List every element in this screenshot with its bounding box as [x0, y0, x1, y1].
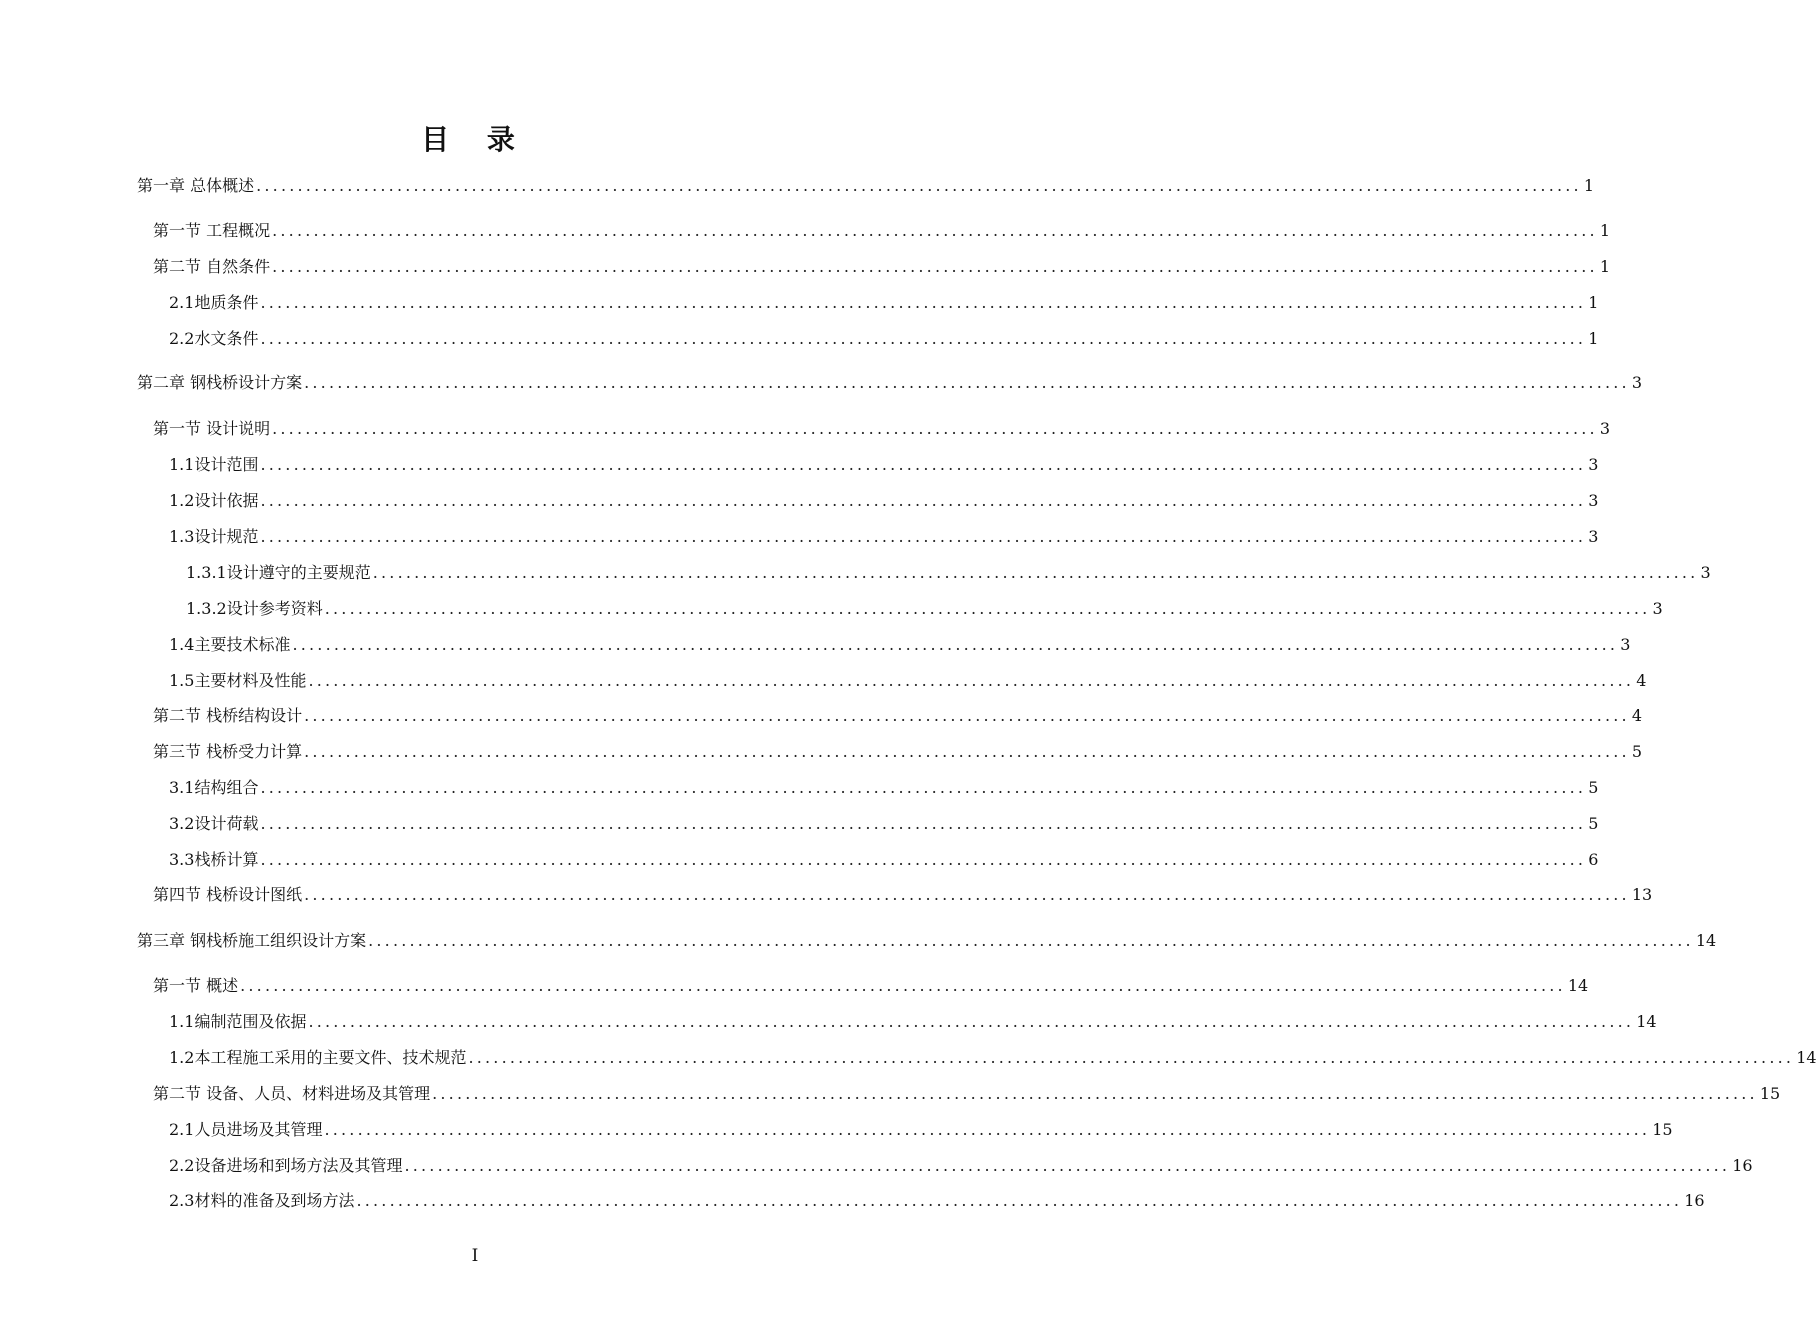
toc-entry-page: 14 [1636, 1012, 1657, 1031]
toc-entry[interactable] [169, 1190, 1705, 1212]
toc-leader-dots: ................................................................................................................................................................ [432, 1084, 1758, 1103]
page-title: 目 录 [421, 123, 529, 156]
toc-leader-dots: ................................................................................................................................................................ [324, 1120, 1651, 1139]
toc-entry-label: 1.3.2设计参考资料 [186, 599, 323, 618]
toc-entry-page: 5 [1588, 778, 1599, 797]
toc-entry[interactable] [169, 328, 1599, 350]
toc-entry[interactable] [169, 813, 1599, 835]
toc-entry-page: 1 [1588, 329, 1599, 348]
toc-entry-page: 4 [1631, 706, 1643, 725]
toc-entry-page: 3 [1631, 373, 1643, 392]
toc-entry-label: 第一章 总体概述 [137, 176, 255, 195]
toc-entry-label: 3.1结构组合 [169, 778, 259, 797]
toc-entry-label: 第一节 概述 [153, 976, 239, 995]
toc-entry-label: 1.3.1设计遵守的主要规范 [186, 563, 371, 582]
toc-leader-dots: ................................................................................................................................................................ [272, 419, 1598, 438]
toc-entry-label: 1.1设计范围 [169, 455, 259, 474]
toc-entry-label: 第一节 设计说明 [153, 419, 271, 438]
toc-entry-label: 2.2水文条件 [169, 329, 259, 348]
toc-leader-dots: ................................................................................................................................................................ [372, 563, 1699, 582]
toc-entry[interactable] [153, 705, 1643, 727]
toc-entry-page: 1 [1599, 257, 1611, 276]
toc-entry-label: 第二节 栈桥结构设计 [153, 706, 303, 725]
toc-entry-label: 3.3栈桥计算 [169, 850, 259, 869]
toc-entry[interactable] [169, 634, 1631, 656]
toc-entry[interactable] [169, 1011, 1657, 1033]
toc-entry-page: 6 [1588, 850, 1599, 869]
toc-entry-page: 3 [1652, 599, 1663, 618]
toc-entry-page: 14 [1567, 976, 1589, 995]
toc-entry-label: 1.4主要技术标准 [169, 635, 291, 654]
toc-entry[interactable] [153, 975, 1589, 997]
toc-entry-page: 3 [1588, 455, 1599, 474]
toc-entry-label: 第二章 钢栈桥设计方案 [137, 373, 303, 392]
toc-entry-label: 1.2设计依据 [169, 491, 259, 510]
toc-entry[interactable] [169, 1155, 1753, 1177]
toc-entry[interactable] [153, 741, 1643, 763]
toc-entry[interactable] [137, 175, 1595, 197]
toc-entry-page: 3 [1700, 563, 1711, 582]
toc-entry-label: 第二节 设备、人员、材料进场及其管理 [153, 1084, 431, 1103]
toc-entry-label: 1.1编制范围及依据 [169, 1012, 307, 1031]
toc-leader-dots: ................................................................................................................................................................ [260, 850, 1587, 869]
toc-leader-dots: ................................................................................................................................................................ [272, 221, 1598, 240]
toc-entry-page: 15 [1759, 1084, 1781, 1103]
toc-entry-label: 1.2本工程施工采用的主要文件、技术规范 [169, 1048, 467, 1067]
toc-entry-page: 16 [1684, 1191, 1705, 1210]
toc-entry[interactable] [169, 490, 1599, 512]
toc-entry-label: 3.2设计荷载 [169, 814, 259, 833]
toc-leader-dots: ................................................................................................................................................................ [260, 293, 1587, 312]
toc-leader-dots: ................................................................................................................................................................ [292, 635, 1619, 654]
toc-entry-page: 3 [1588, 527, 1599, 546]
toc-entry-label: 2.1人员进场及其管理 [169, 1120, 323, 1139]
toc-leader-dots: ................................................................................................................................................................ [260, 814, 1587, 833]
toc-leader-dots: ................................................................................................................................................................ [304, 373, 1630, 392]
toc-leader-dots: ................................................................................................................................................................ [468, 1048, 1795, 1067]
toc-leader-dots: ................................................................................................................................................................ [260, 778, 1587, 797]
toc-entry-page: 5 [1588, 814, 1599, 833]
toc-leader-dots: ................................................................................................................................................................ [260, 491, 1587, 510]
toc-entry-label: 2.3材料的准备及到场方法 [169, 1191, 355, 1210]
toc-leader-dots: ................................................................................................................................................................ [368, 931, 1694, 950]
toc-entry-page: 3 [1599, 419, 1611, 438]
toc-entry-page: 1 [1599, 221, 1611, 240]
toc-entry-label: 第一节 工程概况 [153, 221, 271, 240]
toc-entry[interactable] [169, 670, 1647, 692]
toc-entry[interactable] [169, 849, 1599, 871]
toc-leader-dots: ................................................................................................................................................................ [256, 176, 1582, 195]
toc-entry-page: 1 [1588, 293, 1599, 312]
toc-entry-page: 5 [1631, 742, 1643, 761]
toc-entry-label: 1.5主要材料及性能 [169, 671, 307, 690]
page-number: I [471, 1246, 479, 1266]
toc-entry-label: 第三节 栈桥受力计算 [153, 742, 303, 761]
toc-entry[interactable] [186, 598, 1663, 620]
toc-entry-page: 14 [1796, 1048, 1817, 1067]
toc-entry[interactable] [169, 454, 1599, 476]
toc-leader-dots: ................................................................................................................................................................ [356, 1191, 1683, 1210]
toc-entry[interactable] [153, 256, 1611, 278]
toc-leader-dots: ................................................................................................................................................................ [260, 329, 1587, 348]
toc-leader-dots: ................................................................................................................................................................ [324, 599, 1651, 618]
toc-entry-page: 3 [1620, 635, 1631, 654]
toc-leader-dots: ................................................................................................................................................................ [308, 1012, 1635, 1031]
toc-entry-page: 4 [1636, 671, 1647, 690]
toc-entry[interactable] [169, 292, 1599, 314]
toc-entry-label: 2.1地质条件 [169, 293, 259, 312]
toc-entry-label: 第四节 栈桥设计图纸 [153, 885, 303, 904]
toc-entry-label: 第三章 钢栈桥施工组织设计方案 [137, 931, 367, 950]
toc-entry-label: 2.2设备进场和到场方法及其管理 [169, 1156, 403, 1175]
toc-entry[interactable] [186, 562, 1711, 584]
toc-leader-dots: ................................................................................................................................................................ [404, 1156, 1731, 1175]
toc-leader-dots: ................................................................................................................................................................ [304, 885, 1630, 904]
toc-entry-page: 3 [1588, 491, 1599, 510]
toc-entry[interactable] [137, 372, 1643, 394]
toc-entry-label: 1.3设计规范 [169, 527, 259, 546]
toc-entry[interactable] [169, 1119, 1673, 1141]
toc-entry[interactable] [169, 777, 1599, 799]
toc-entry[interactable] [169, 1047, 1817, 1069]
toc-entry[interactable] [153, 418, 1611, 440]
toc-entry[interactable] [137, 930, 1717, 952]
toc-leader-dots: ................................................................................................................................................................ [240, 976, 1566, 995]
toc-entry[interactable] [153, 1083, 1781, 1105]
toc-entry-page: 16 [1732, 1156, 1753, 1175]
toc-leader-dots: ................................................................................................................................................................ [272, 257, 1598, 276]
toc-leader-dots: ................................................................................................................................................................ [260, 527, 1587, 546]
toc-entry-page: 15 [1652, 1120, 1673, 1139]
toc-entry[interactable] [169, 526, 1599, 548]
toc-leader-dots: ................................................................................................................................................................ [304, 742, 1630, 761]
toc-entry-label: 第二节 自然条件 [153, 257, 271, 276]
toc-entry-page: 14 [1695, 931, 1717, 950]
toc-entry-page: 13 [1631, 885, 1653, 904]
toc-entry[interactable] [153, 220, 1611, 242]
toc-leader-dots: ................................................................................................................................................................ [308, 671, 1635, 690]
toc-leader-dots: ................................................................................................................................................................ [260, 455, 1587, 474]
toc-entry-page: 1 [1583, 176, 1595, 195]
toc-leader-dots: ................................................................................................................................................................ [304, 706, 1630, 725]
toc-entry[interactable] [153, 884, 1653, 906]
